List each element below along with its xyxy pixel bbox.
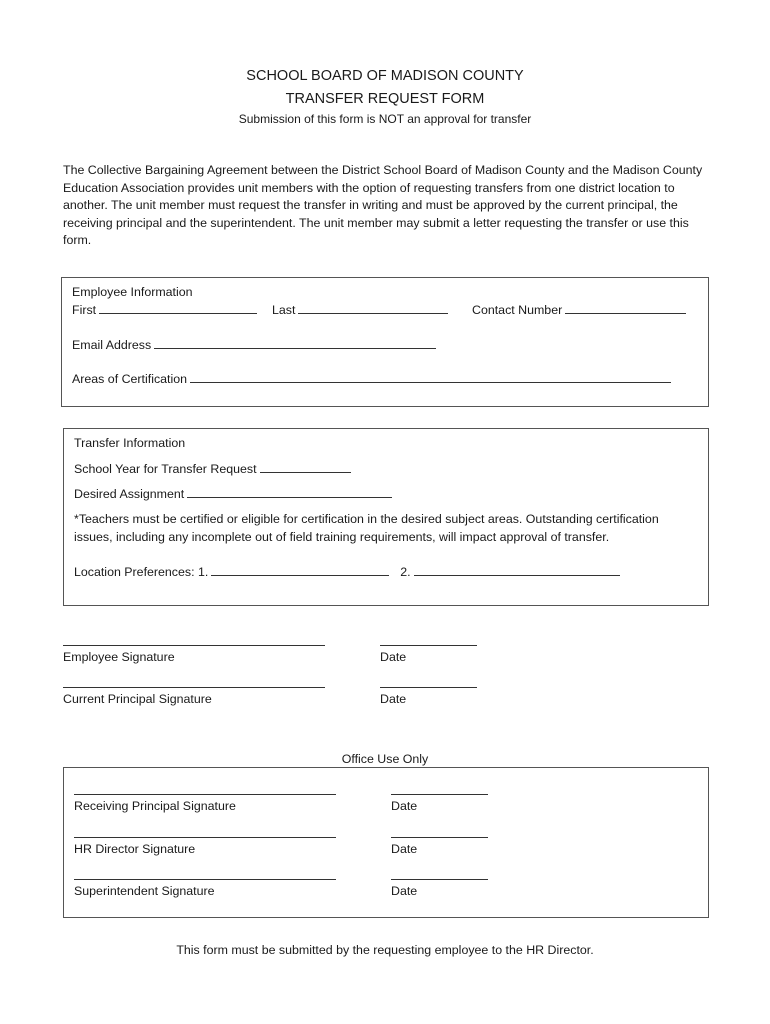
office-use-heading: Office Use Only — [341, 752, 429, 766]
principal-signature-line[interactable] — [63, 687, 325, 688]
desired-assignment-label: Desired Assignment — [74, 487, 185, 501]
superintendent-date-label: Date — [391, 884, 418, 898]
contact-number-label: Contact Number — [472, 303, 563, 317]
school-year-label: School Year for Transfer Request — [74, 462, 257, 476]
receiving-signature-label: Receiving Principal Signature — [74, 799, 236, 813]
preference-1-label: 1. — [198, 565, 209, 579]
receiving-signature-line[interactable] — [74, 794, 336, 795]
employee-info-heading: Employee Information — [72, 285, 193, 299]
certification-row — [72, 371, 671, 386]
employee-info-box — [61, 277, 709, 407]
hr-date-line[interactable] — [391, 837, 488, 838]
contact-number-field[interactable] — [565, 302, 686, 314]
email-field[interactable] — [154, 337, 436, 349]
principal-date-label: Date — [380, 692, 407, 706]
superintendent-signature-label: Superintendent Signature — [74, 884, 215, 898]
hr-signature-line[interactable] — [74, 837, 336, 838]
hr-signature-label: HR Director Signature — [74, 842, 196, 856]
email-label: Email Address — [72, 338, 152, 352]
desired-assignment-row — [74, 486, 392, 501]
location-preferences-label: Location Preferences: — [74, 565, 195, 579]
office-use-box — [63, 767, 709, 918]
hr-date-label: Date — [391, 842, 418, 856]
employee-date-line[interactable] — [380, 645, 477, 646]
first-name-row — [72, 302, 257, 317]
school-year-field[interactable] — [260, 461, 351, 473]
preference-2-label: 2. — [400, 565, 411, 579]
last-name-field[interactable] — [298, 302, 448, 314]
employee-signature-label: Employee Signature — [63, 650, 175, 664]
certification-field[interactable] — [190, 371, 671, 383]
employee-date-label: Date — [380, 650, 407, 664]
form-title-line1: SCHOOL BOARD OF MADISON COUNTY — [246, 68, 524, 84]
superintendent-signature-line[interactable] — [74, 879, 336, 880]
first-name-label: First — [72, 303, 97, 317]
last-name-label: Last — [272, 303, 296, 317]
certification-label: Areas of Certification — [72, 372, 188, 386]
superintendent-date-line[interactable] — [391, 879, 488, 880]
first-name-field[interactable] — [99, 302, 257, 314]
last-name-row — [272, 302, 448, 317]
email-row — [72, 337, 436, 352]
transfer-info-box — [63, 428, 709, 606]
footer-note: This form must be submitted by the requesting employee to the HR Director. — [176, 943, 594, 957]
receiving-date-label: Date — [391, 799, 418, 813]
desired-assignment-field[interactable] — [187, 486, 392, 498]
employee-signature-line[interactable] — [63, 645, 325, 646]
certification-note: *Teachers must be certified or eligible for certification in the desired subject areas. Outstanding certification issues, including any incomplete out of field training requirements, will impact approval of transfer. — [74, 512, 659, 544]
location-preferences-row — [74, 564, 620, 579]
principal-date-line[interactable] — [380, 687, 477, 688]
receiving-date-line[interactable] — [391, 794, 488, 795]
transfer-info-heading: Transfer Information — [74, 436, 186, 450]
preference-1-field[interactable] — [211, 564, 389, 576]
form-title-line2: TRANSFER REQUEST FORM — [285, 91, 485, 107]
preference-2-field[interactable] — [414, 564, 620, 576]
contact-number-row — [472, 302, 686, 317]
intro-paragraph: The Collective Bargaining Agreement between the District School Board of Madison County and the Madison County Education Association provides unit members with the option of requesting transfers from one district location to another. The unit member must request the transfer in writing and must be approved by the current principal, the receiving principal and the superintendent. The unit member may submit a letter requesting the transfer or use this form. — [63, 163, 703, 247]
school-year-row — [74, 461, 351, 476]
form-subtitle: Submission of this form is NOT an approval for transfer — [238, 112, 532, 126]
principal-signature-label: Current Principal Signature — [63, 692, 212, 706]
